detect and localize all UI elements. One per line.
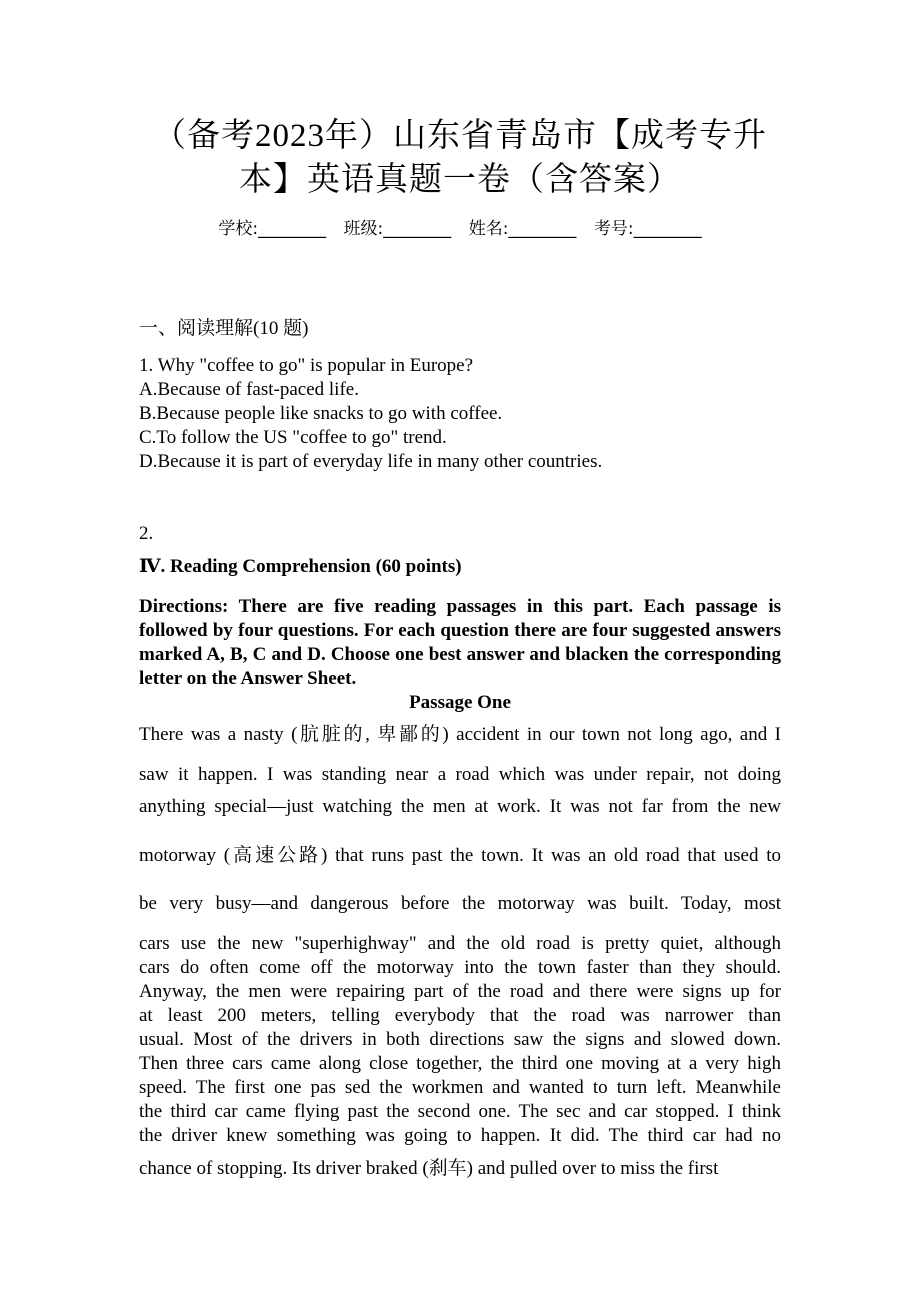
passage-line: usual. Most of the drivers in both directions saw the signs and slowed down.	[139, 1029, 781, 1050]
passage-line: be very busy—and dangerous before the motorway was built. Today, most	[139, 893, 781, 914]
exam-number-field: 考号:________	[593, 219, 702, 239]
question-1-option-a: A.Because of fast-paced life.	[139, 379, 359, 400]
section-heading: 一、阅读理解(10 题)	[139, 318, 309, 339]
title-line-2: 本】英语真题一卷（含答案）	[239, 162, 681, 198]
question-1-option-c: C.To follow the US "coffee to go" trend.	[139, 427, 447, 448]
question-1-option-d: D.Because it is part of everyday life in many other countries.	[139, 451, 603, 472]
question-2-number: 2.	[139, 523, 154, 544]
student-info-line	[0, 216, 920, 242]
passage-line: There was a nasty (肮脏的, 卑鄙的) accident in our town not long ago, and I	[139, 724, 781, 745]
question-1-stem: 1. Why "coffee to go" is popular in Europe?	[139, 355, 474, 376]
passage-line: cars use the new "superhighway" and the old road is pretty quiet, although	[139, 933, 781, 954]
passage-line: Anyway, the men were repairing part of the road and there were signs up for	[139, 981, 781, 1002]
passage-line: the driver knew something was going to happen. It did. The third car had no	[139, 1125, 781, 1146]
passage-line: motorway (高速公路) that runs past the town. It was an old road that used to	[139, 845, 781, 866]
passage-line: anything special—just watching the men at work. It was not far from the new	[139, 796, 781, 817]
question-1	[139, 354, 781, 474]
question-1-option-b: B.Because people like snacks to go with coffee.	[139, 403, 503, 424]
passage-line: saw it happen. I was standing near a road which was under repair, not doing	[139, 764, 781, 785]
directions-paragraph: Directions: There are five reading passages in this part. Each passage is followed by four questions. For each question there are four suggested answers marked A, B, C and D. Choose one best answer and blacken the corresponding letter on the Answer Sheet.	[139, 596, 781, 689]
part-heading: Ⅳ. Reading Comprehension (60 points)	[139, 556, 462, 577]
passage-line: speed. The first one pas sed the workmen and wanted to turn left. Meanwhile	[139, 1077, 781, 1098]
passage-line: at least 200 meters, telling everybody that the road was narrower than	[139, 1005, 781, 1026]
title-line-1: （备考2023年）山东省青岛市【成考专升	[153, 118, 767, 154]
passage-line: the third car came flying past the second one. The sec and car stopped. I think	[139, 1101, 781, 1122]
class-field: 班级:________	[343, 219, 452, 239]
passage-title: Passage One	[409, 692, 511, 713]
passage-line: cars do often come off the motorway into the town faster than they should.	[139, 957, 781, 978]
name-field: 姓名:________	[468, 219, 577, 239]
passage-line: Then three cars came along close together, the third one moving at a very high	[139, 1053, 781, 1074]
school-field: 学校:________	[218, 219, 327, 239]
passage-line: chance of stopping. Its driver braked (刹车) and pulled over to miss the first	[139, 1158, 719, 1179]
document-title	[120, 114, 800, 202]
